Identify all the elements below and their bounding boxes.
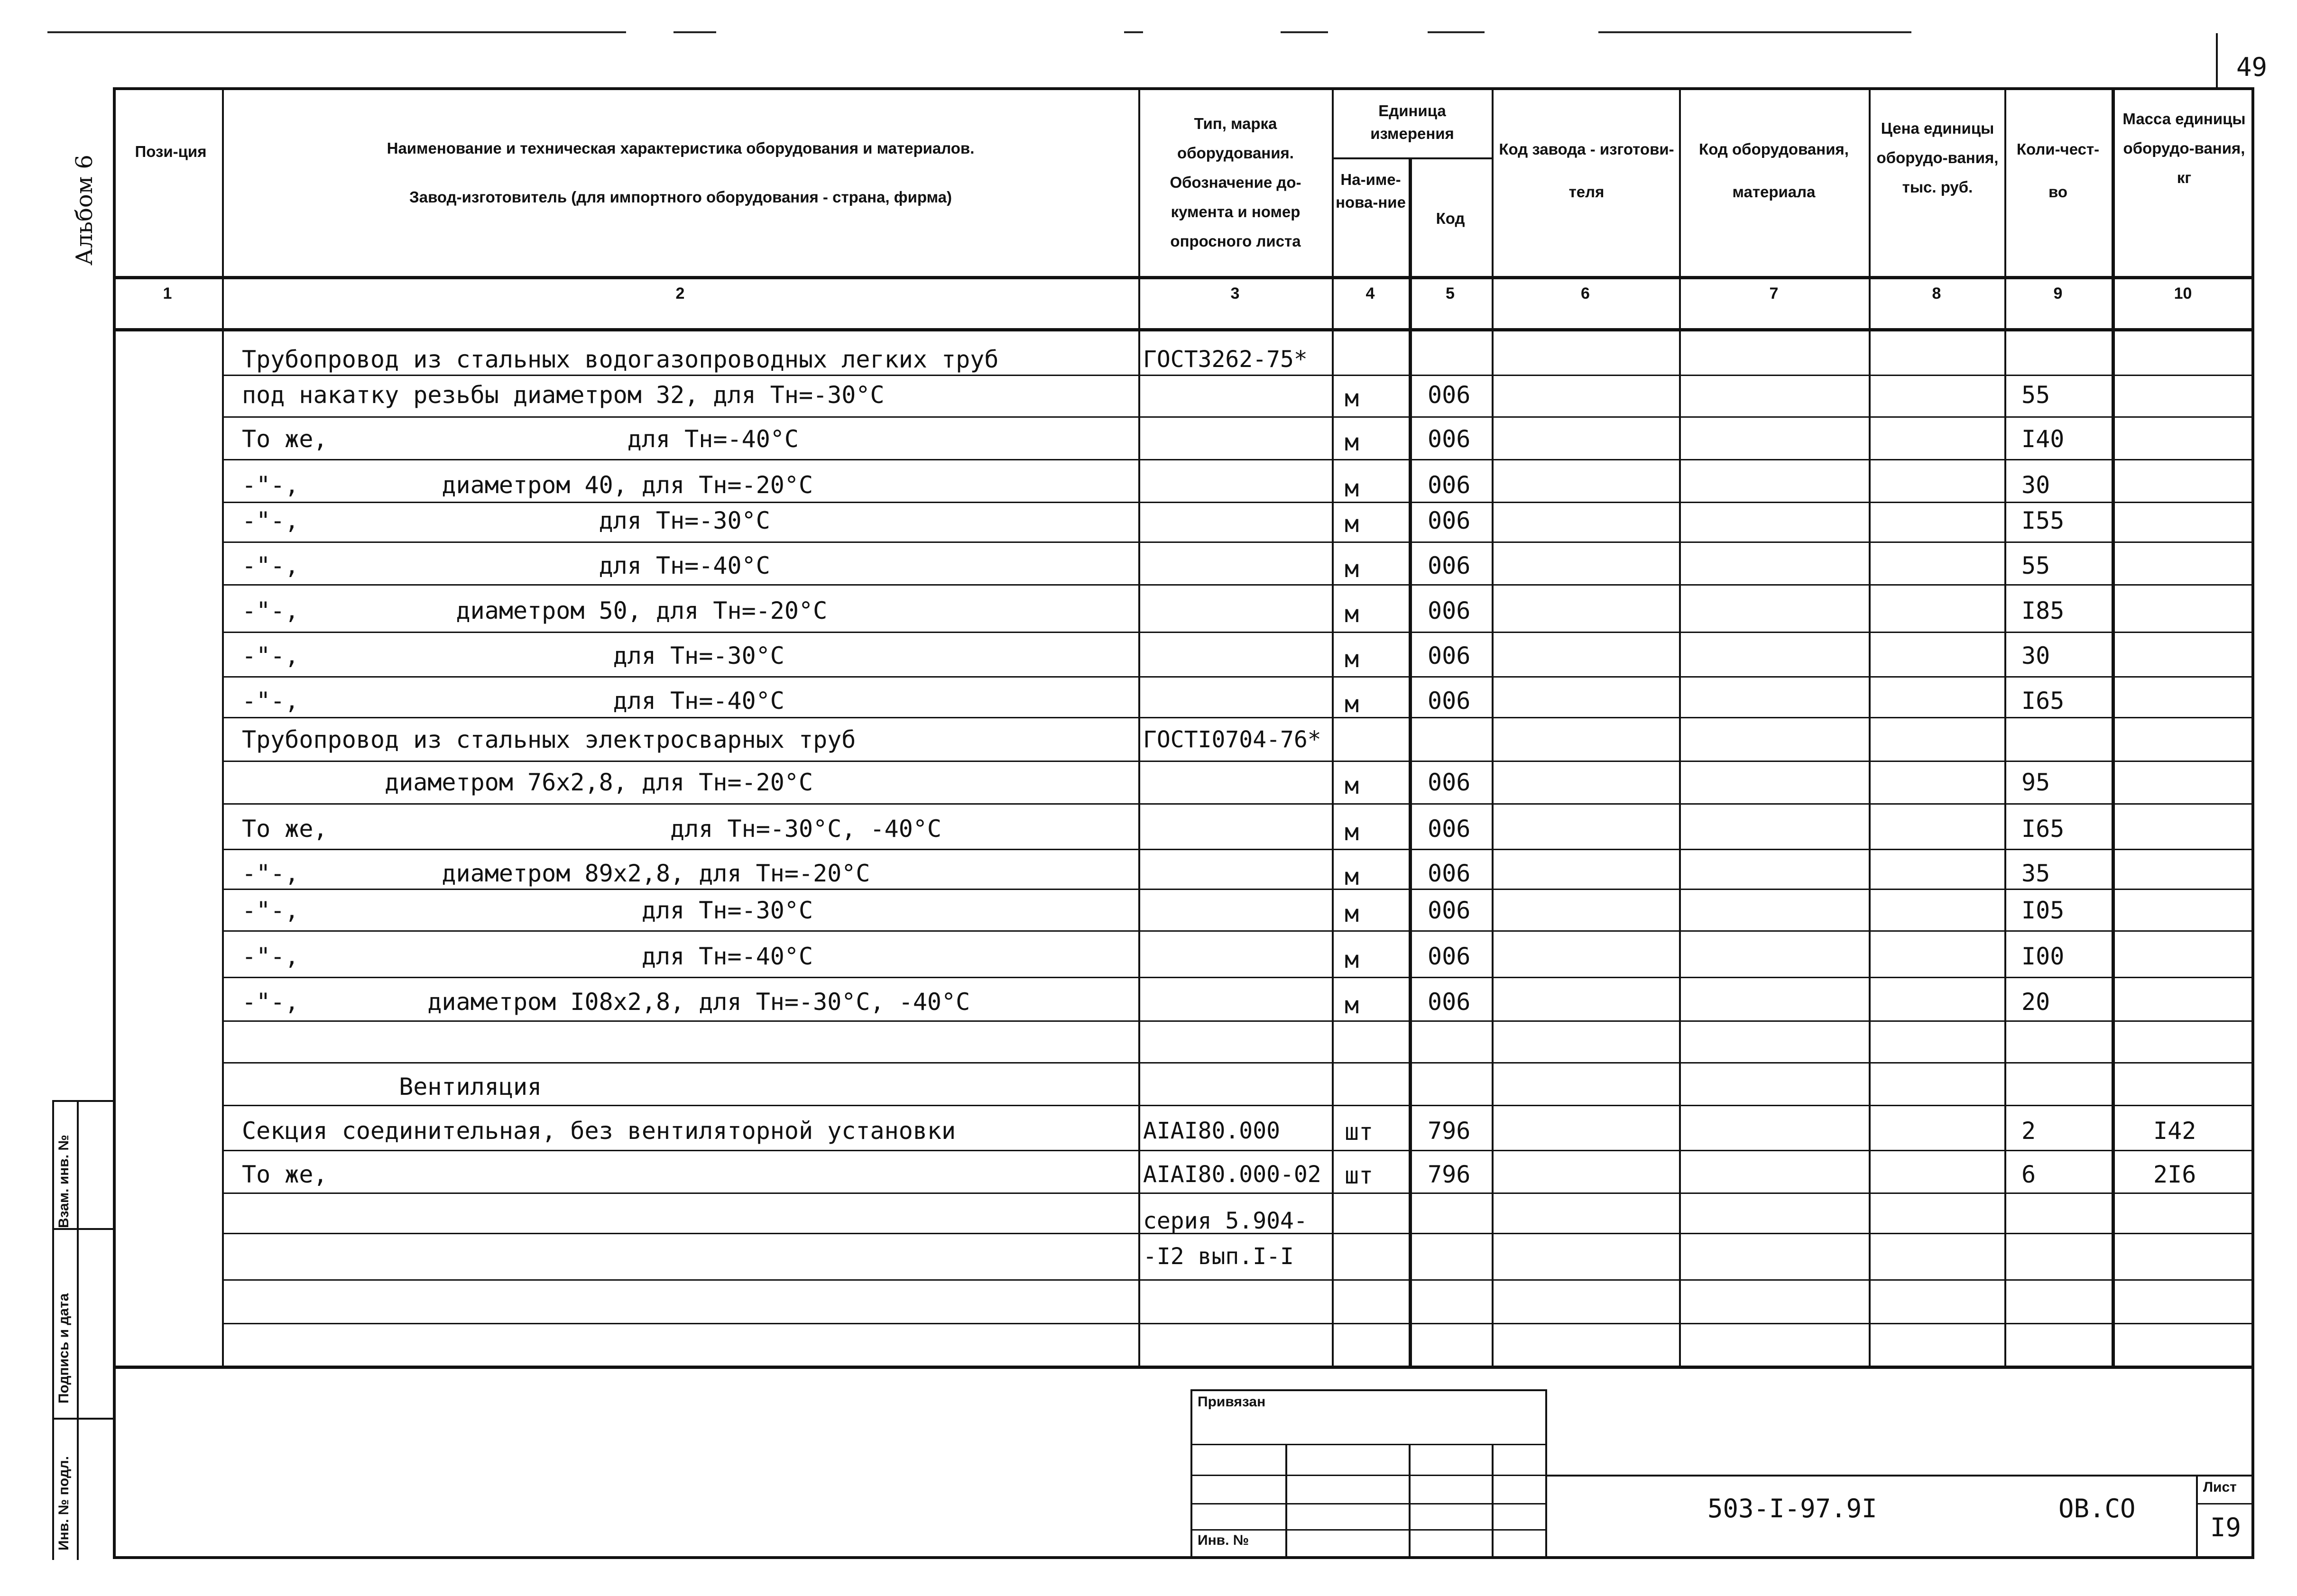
row-3-unit: м: [1345, 429, 1359, 456]
row-10-name: Трубопровод из стальных электросварных труб: [242, 726, 856, 753]
row-4-qty: 30: [2021, 471, 2050, 499]
sheet-label: Лист: [2203, 1479, 2237, 1495]
document-code: 503-I-97.9I: [1707, 1494, 1877, 1523]
row-20-unit: шт: [1345, 1162, 1374, 1189]
row-19-name: Секция соединительная, без вентиляторной установки: [242, 1117, 956, 1145]
row-6-qty: 55: [2021, 552, 2050, 579]
row-16-name: -"-, диаметром I08х2,8, для Тн=-30°С, -40°С: [242, 988, 970, 1016]
row-5-unit: м: [1345, 510, 1359, 538]
header-factory-code: Код завода - изготови-теля: [1499, 140, 1674, 201]
row-19-code: 796: [1428, 1117, 1471, 1145]
colnum-3: 3: [1230, 284, 1240, 303]
row-16-qty: 20: [2021, 988, 2050, 1016]
header-name-line2: Завод-изготовитель (для импортного оборудования - страна, фирма): [409, 188, 952, 206]
row-4-name: -"-, диаметром 40, для Тн=-20°С: [242, 471, 813, 499]
header-type: Тип, марка оборудования. Обозначение до-кумента и номер опросного листа: [1170, 115, 1301, 250]
colnum-7: 7: [1769, 284, 1779, 303]
row-11-code: 006: [1428, 769, 1471, 796]
row-20-name: То же,: [242, 1161, 328, 1188]
row-11-unit: м: [1345, 772, 1359, 799]
row-2-name: под накатку резьбы диаметром 32, для Тн=-30°С: [242, 381, 885, 409]
row-19-type: AIAI80.000: [1143, 1118, 1280, 1144]
row-16-code: 006: [1428, 988, 1471, 1016]
row-20-code: 796: [1428, 1161, 1471, 1188]
row-19-unit: шт: [1345, 1118, 1374, 1146]
row-7-unit: м: [1345, 600, 1359, 628]
row-5-name: -"-, для Тн=-30°С: [242, 507, 770, 534]
row-3-name: То же, для Тн=-40°С: [242, 425, 799, 453]
side-label-inv-vzam: Взам. инв. №: [56, 1135, 72, 1228]
stamp-inv-no: Инв. №: [1198, 1532, 1249, 1548]
row-9-qty: I65: [2021, 687, 2065, 715]
row-12-qty: I65: [2021, 815, 2065, 843]
row-2-qty: 55: [2021, 381, 2050, 409]
header-mass: Масса единицы оборудо-вания, кг: [2122, 110, 2246, 186]
row-1-type: ГОСТ3262-75*: [1143, 346, 1308, 373]
colnum-8: 8: [1932, 284, 1941, 303]
row-14-code: 006: [1428, 897, 1471, 924]
row-9-unit: м: [1345, 690, 1359, 718]
row-8-qty: 30: [2021, 642, 2050, 670]
colnum-9: 9: [2053, 284, 2063, 303]
row-4-unit: м: [1345, 475, 1359, 502]
row-20-type: AIAI80.000-02: [1143, 1161, 1321, 1188]
row-15-unit: м: [1345, 946, 1359, 973]
row-7-code: 006: [1428, 597, 1471, 624]
colnum-10: 10: [2174, 284, 2192, 303]
row-3-code: 006: [1428, 425, 1471, 453]
colnum-6: 6: [1581, 284, 1590, 303]
header-unit-name: На-име-нова-ние: [1336, 171, 1406, 211]
row-4-code: 006: [1428, 471, 1471, 499]
side-label-podpis: Подпись и дата: [56, 1293, 72, 1403]
row-5-code: 006: [1428, 507, 1471, 534]
row-12-name: То же, для Тн=-30°С, -40°С: [242, 815, 942, 843]
row-16-unit: м: [1345, 991, 1359, 1019]
header-equipment-code: Код оборудования, материала: [1699, 140, 1849, 201]
row-15-name: -"-, для Тн=-40°С: [242, 943, 813, 970]
row-13-qty: 35: [2021, 860, 2050, 887]
row-8-unit: м: [1345, 645, 1359, 673]
row-22-type: -I2 вып.I-I: [1143, 1243, 1294, 1270]
row-14-name: -"-, для Тн=-30°С: [242, 897, 813, 924]
row-15-qty: I00: [2021, 943, 2065, 970]
colnum-2: 2: [675, 284, 685, 303]
row-2-unit: м: [1345, 385, 1359, 412]
row-21-type: серия 5.904-: [1143, 1208, 1308, 1234]
row-20-qty: 6: [2021, 1161, 2036, 1188]
row-14-qty: I05: [2021, 897, 2065, 924]
stamp-privyazan: Привязан: [1198, 1394, 1266, 1410]
row-7-qty: I85: [2021, 597, 2065, 624]
row-1-name: Трубопровод из стальных водогазопроводных легких труб: [242, 346, 999, 373]
header-unit-code: Код: [1436, 210, 1465, 227]
row-19-mass: I42: [2153, 1117, 2196, 1145]
row-13-name: -"-, диаметром 89х2,8, для Тн=-20°С: [242, 860, 870, 887]
row-2-code: 006: [1428, 381, 1471, 409]
side-label-inv-podl: Инв. № подл.: [56, 1456, 72, 1550]
row-8-name: -"-, для Тн=-30°С: [242, 642, 784, 670]
row-14-unit: м: [1345, 900, 1359, 927]
header-price: Цена единицы оборудо-вания, тыс. руб.: [1876, 119, 1999, 196]
header-quantity: Коли-чест-во: [2016, 140, 2100, 201]
page-number: 49: [2236, 52, 2268, 82]
document-mark: ОВ.СО: [2058, 1494, 2136, 1523]
row-3-qty: I40: [2021, 425, 2065, 453]
row-9-name: -"-, для Тн=-40°С: [242, 687, 784, 715]
header-name-line1: Наименование и техническая характеристика оборудования и материалов.: [387, 139, 975, 157]
row-5-qty: I55: [2021, 507, 2065, 534]
colnum-1: 1: [163, 284, 172, 303]
row-6-unit: м: [1345, 555, 1359, 583]
row-6-code: 006: [1428, 552, 1471, 579]
row-13-unit: м: [1345, 863, 1359, 890]
sheet-number: I9: [2210, 1513, 2242, 1542]
colnum-5: 5: [1446, 284, 1455, 303]
row-7-name: -"-, диаметром 50, для Тн=-20°С: [242, 597, 828, 624]
colnum-4: 4: [1365, 284, 1375, 303]
row-12-code: 006: [1428, 815, 1471, 843]
row-11-qty: 95: [2021, 769, 2050, 796]
row-8-code: 006: [1428, 642, 1471, 670]
row-18-section-title: Вентиляция: [242, 1073, 542, 1101]
row-10-type: ГОСТI0704-76*: [1143, 726, 1321, 753]
header-unit-group: Единица измерения: [1370, 102, 1454, 142]
row-11-name: диаметром 76х2,8, для Тн=-20°С: [242, 769, 813, 796]
row-6-name: -"-, для Тн=-40°С: [242, 552, 770, 579]
album-label: Альбом 6: [71, 155, 98, 266]
row-12-unit: м: [1345, 818, 1359, 846]
row-19-qty: 2: [2021, 1117, 2036, 1145]
row-9-code: 006: [1428, 687, 1471, 715]
row-13-code: 006: [1428, 860, 1471, 887]
row-20-mass: 2I6: [2153, 1161, 2196, 1188]
row-15-code: 006: [1428, 943, 1471, 970]
header-position: Пози-ция: [135, 143, 207, 160]
